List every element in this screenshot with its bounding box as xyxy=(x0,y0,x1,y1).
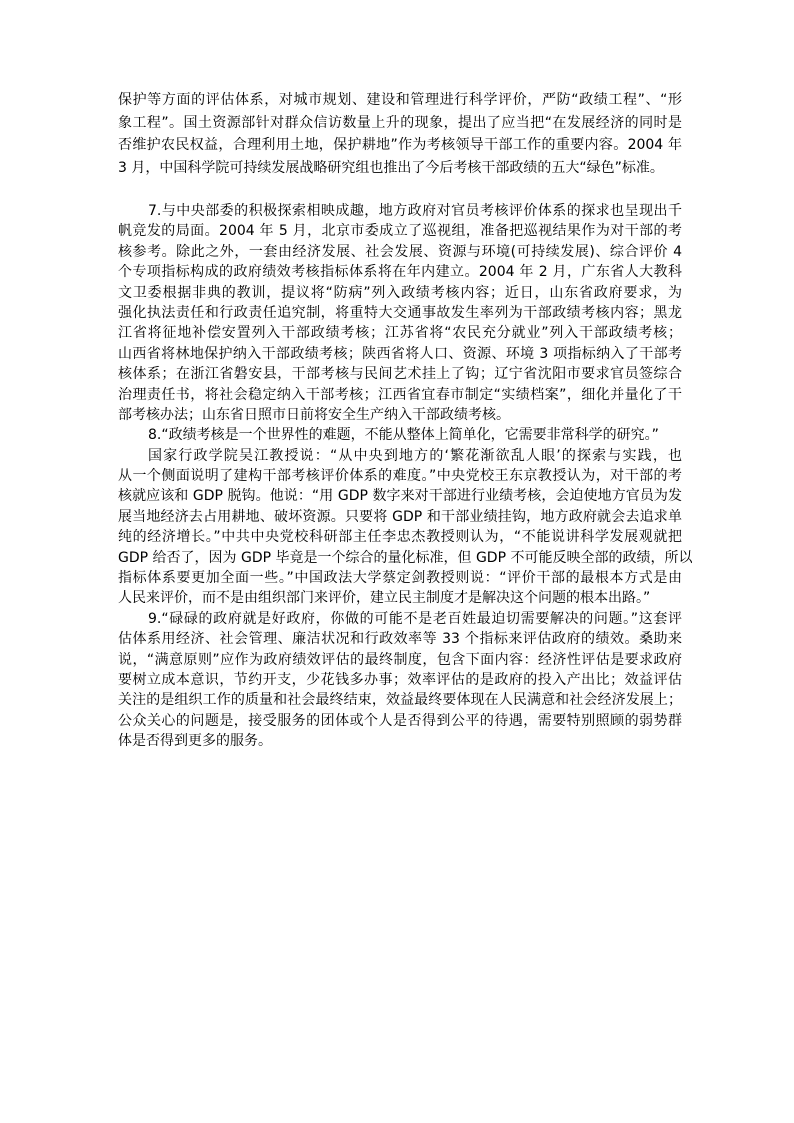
text-line: 核参考。除此之外，一套由经济发展、社会发展、资源与环境(可持续发展)、综合评价 4 xyxy=(118,243,682,260)
text-line: 部考核办法；山东省日照市日前将安全生产纳入干部政绩考核。 xyxy=(118,406,510,423)
text-line: 指标体系要更加全面一些。”中国政法大学蔡定剑教授则说：“评价干部的最根本方式是由 xyxy=(118,570,682,587)
text-line: 说，“满意原则”应作为政府绩效评估的最终制度，包含下面内容：经济性评估是要求政府 xyxy=(118,651,682,668)
paragraph-9-satisfaction-principle xyxy=(118,609,682,752)
paragraph-7-local-governments xyxy=(118,201,682,425)
text-line: 国家行政学院吴江教授说：“从中央到地方的‘繁花渐欲乱人眼’的探索与实践，也 xyxy=(148,447,682,464)
text-line: 纯的经济增长。”中共中央党校科研部主任李忠杰教授则认为，“不能说讲科学发展观就把 xyxy=(118,529,682,546)
text-line: 核体系；在浙江省磐安县，干部考核与民间艺术挂上了钩；辽宁省沈阳市要求官员签综合 xyxy=(118,366,682,383)
text-line: 要树立成本意识，节约开支，少花钱多办事；效率评估的是政府的投入产出比；效益评估 xyxy=(118,671,682,688)
text-line: 保护等方面的评估体系，对城市规划、建设和管理进行科学评价，严防“政绩工程”、“形 xyxy=(118,92,682,108)
text-line: 强化执法责任和行政责任追究制，将重特大交通事故发生率列为干部政绩考核内容；黑龙 xyxy=(118,304,682,321)
text-line: 体是否得到更多的服务。 xyxy=(118,733,272,750)
text-line: 帆竞发的局面。2004 年 5 月，北京市委成立了巡视组，准备把巡视结果作为对干部的考 xyxy=(118,223,682,240)
text-line: 9.“碌碌的政府就是好政府，你做的可能不是老百姓最迫切需要解决的问题。”这套评 xyxy=(148,610,682,627)
text-line: 人民来评价，而不是由组织部门来评价，建立民主制度才是解决这个问题的根本出路。” xyxy=(118,590,651,607)
text-line: 个专项指标构成的政府绩效考核指标体系将在年内建立。2004 年 2 月，广东省人大教科 xyxy=(118,264,682,281)
text-line: 从一个侧面说明了建构干部考核评价体系的难度。”中央党校王东京教授认为，对干部的考 xyxy=(118,468,682,485)
paragraph-expert-opinions xyxy=(118,446,693,609)
text-line: 估体系用经济、社会管理、廉洁状况和行政效率等 33 个指标来评估政府的绩效。桑助来 xyxy=(118,631,682,648)
text-line: 关注的是组织工作的质量和社会最终结束，效益最终要体现在人民满意和社会经济发展上； xyxy=(118,692,682,709)
text-line: 展当地经济去占用耕地、破坏资源。只要将 GDP 和干部业绩挂钩，地方政府就会去追求单 xyxy=(118,508,682,525)
text-line: 江省将征地补偿安置列入干部政绩考核；江苏省将“农民充分就业”列入干部政绩考核； xyxy=(118,325,682,342)
text-line: 3 月，中国科学院可持续发展战略研究组也推出了今后考核干部政绩的五大“绿色”标准。 xyxy=(118,160,664,177)
text-line: 公众关心的问题是，接受服务的团体或个人是否得到公平的待遇，需要特别照顾的弱势群 xyxy=(118,712,682,729)
text-line: 8.“政绩考核是一个世界性的难题，不能从整体上简单化，它需要非常科学的研究。” xyxy=(148,427,659,444)
text-line: 治理责任书，将社会稳定纳入干部考核；江西省宜春市制定“实绩档案”，细化并量化了干 xyxy=(118,386,682,403)
text-line: GDP 给否了，因为 GDP 毕竟是一个综合的量化标准，但 GDP 不可能反映全部的政绩，所以 xyxy=(118,549,693,566)
text-line: 7.与中央部委的积极探索相映成趣，地方政府对官员考核评价体系的探求也呈现出千 xyxy=(148,203,682,219)
paragraph-8-heading xyxy=(118,425,682,445)
text-line: 文卫委根据非典的教训，提议将“防病”列入政绩考核内容；近日，山东省政府要求，为 xyxy=(118,284,682,301)
document-body xyxy=(118,201,693,752)
paragraph-green-standards xyxy=(118,89,682,180)
text-line: 象工程”。国土资源部针对群众信访数量上升的现象，提出了应当把“在发展经济的同时是 xyxy=(118,114,682,131)
text-line: 山西省将林地保护纳入干部政绩考核；陕西省将人口、资源、环境 3 项指标纳入了干部考 xyxy=(118,345,682,362)
text-line: 核就应该和 GDP 脱钩。他说：“用 GDP 数字来对干部进行业绩考核，会迫使地方官员为发 xyxy=(118,488,682,505)
text-line: 否维护农民权益，合理利用土地，保护耕地”作为考核领导干部工作的重要内容。2004 年 xyxy=(118,137,682,154)
